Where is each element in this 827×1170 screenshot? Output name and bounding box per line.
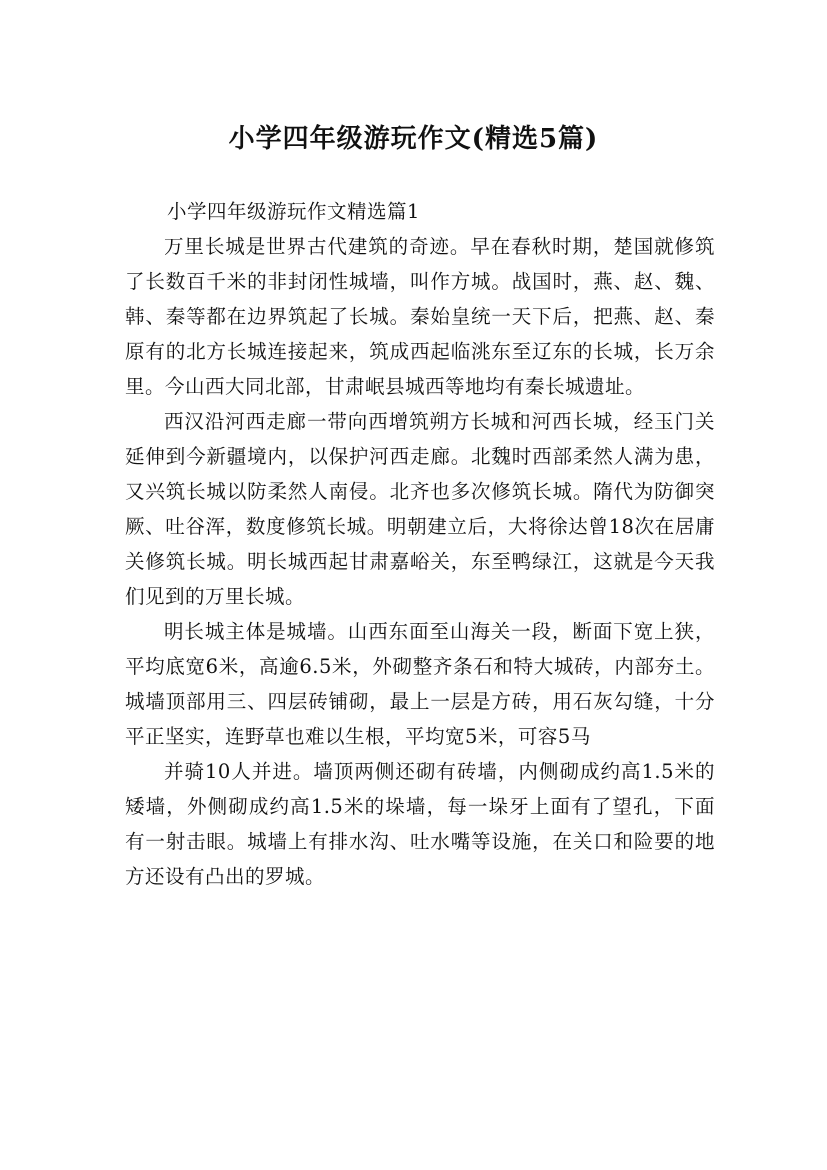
document-title: 小学四年级游玩作文(精选5篇) [228,124,599,155]
paragraph-4: 并骑10人并进。墙顶两侧还砌有砖墙，内侧砌成约高1.5米的矮墙，外侧砌成约高1.5米的垛墙，每一垛牙上面有了望孔，下面有一射击眼。城墙上有排水沟、吐水嘴等设施，在关口和险要的地方还设有凸出的罗城。 [125,760,715,888]
paragraph-3: 明长城主体是城墙。山西东面至山海关一段，断面下宽上狭，平均底宽6米，高逾6.5米，外砌整齐条石和特大城砖，内部夯土。城墙顶部用三、四层砖铺砌，最上一层是方砖，用石灰勾缝，十分平正坚实，连野草也难以生根，平均宽5米，可容5马 [125,620,715,748]
document-body [125,194,715,894]
paragraph-1: 万里长城是世界古代建筑的奇迹。早在春秋时期，楚国就修筑了长数百千米的非封闭性城墙，叫作方城。战国时，燕、赵、魏、韩、秦等都在边界筑起了长城。秦始皇统一天下后，把燕、赵、秦原有的北方长城连接起来，筑成西起临洮东至辽东的长城，长万余里。今山西大同北部，甘肃岷县城西等地均有秦长城遗址。 [125,235,715,398]
paragraph-2: 西汉沿河西走廊一带向西增筑朔方长城和河西长城，经玉门关延伸到今新疆境内，以保护河西走廊。北魏时西部柔然人满为患，又兴筑长城以防柔然人南侵。北齐也多次修筑长城。隋代为防御突厥、吐谷浑，数度修筑长城。明朝建立后，大将徐达曾18次在居庸关修筑长城。明长城西起甘肃嘉峪关，东至鸭绿江，这就是今天我们见到的万里长城。 [125,410,715,608]
section-heading: 小学四年级游玩作文精选篇1 [167,200,420,223]
